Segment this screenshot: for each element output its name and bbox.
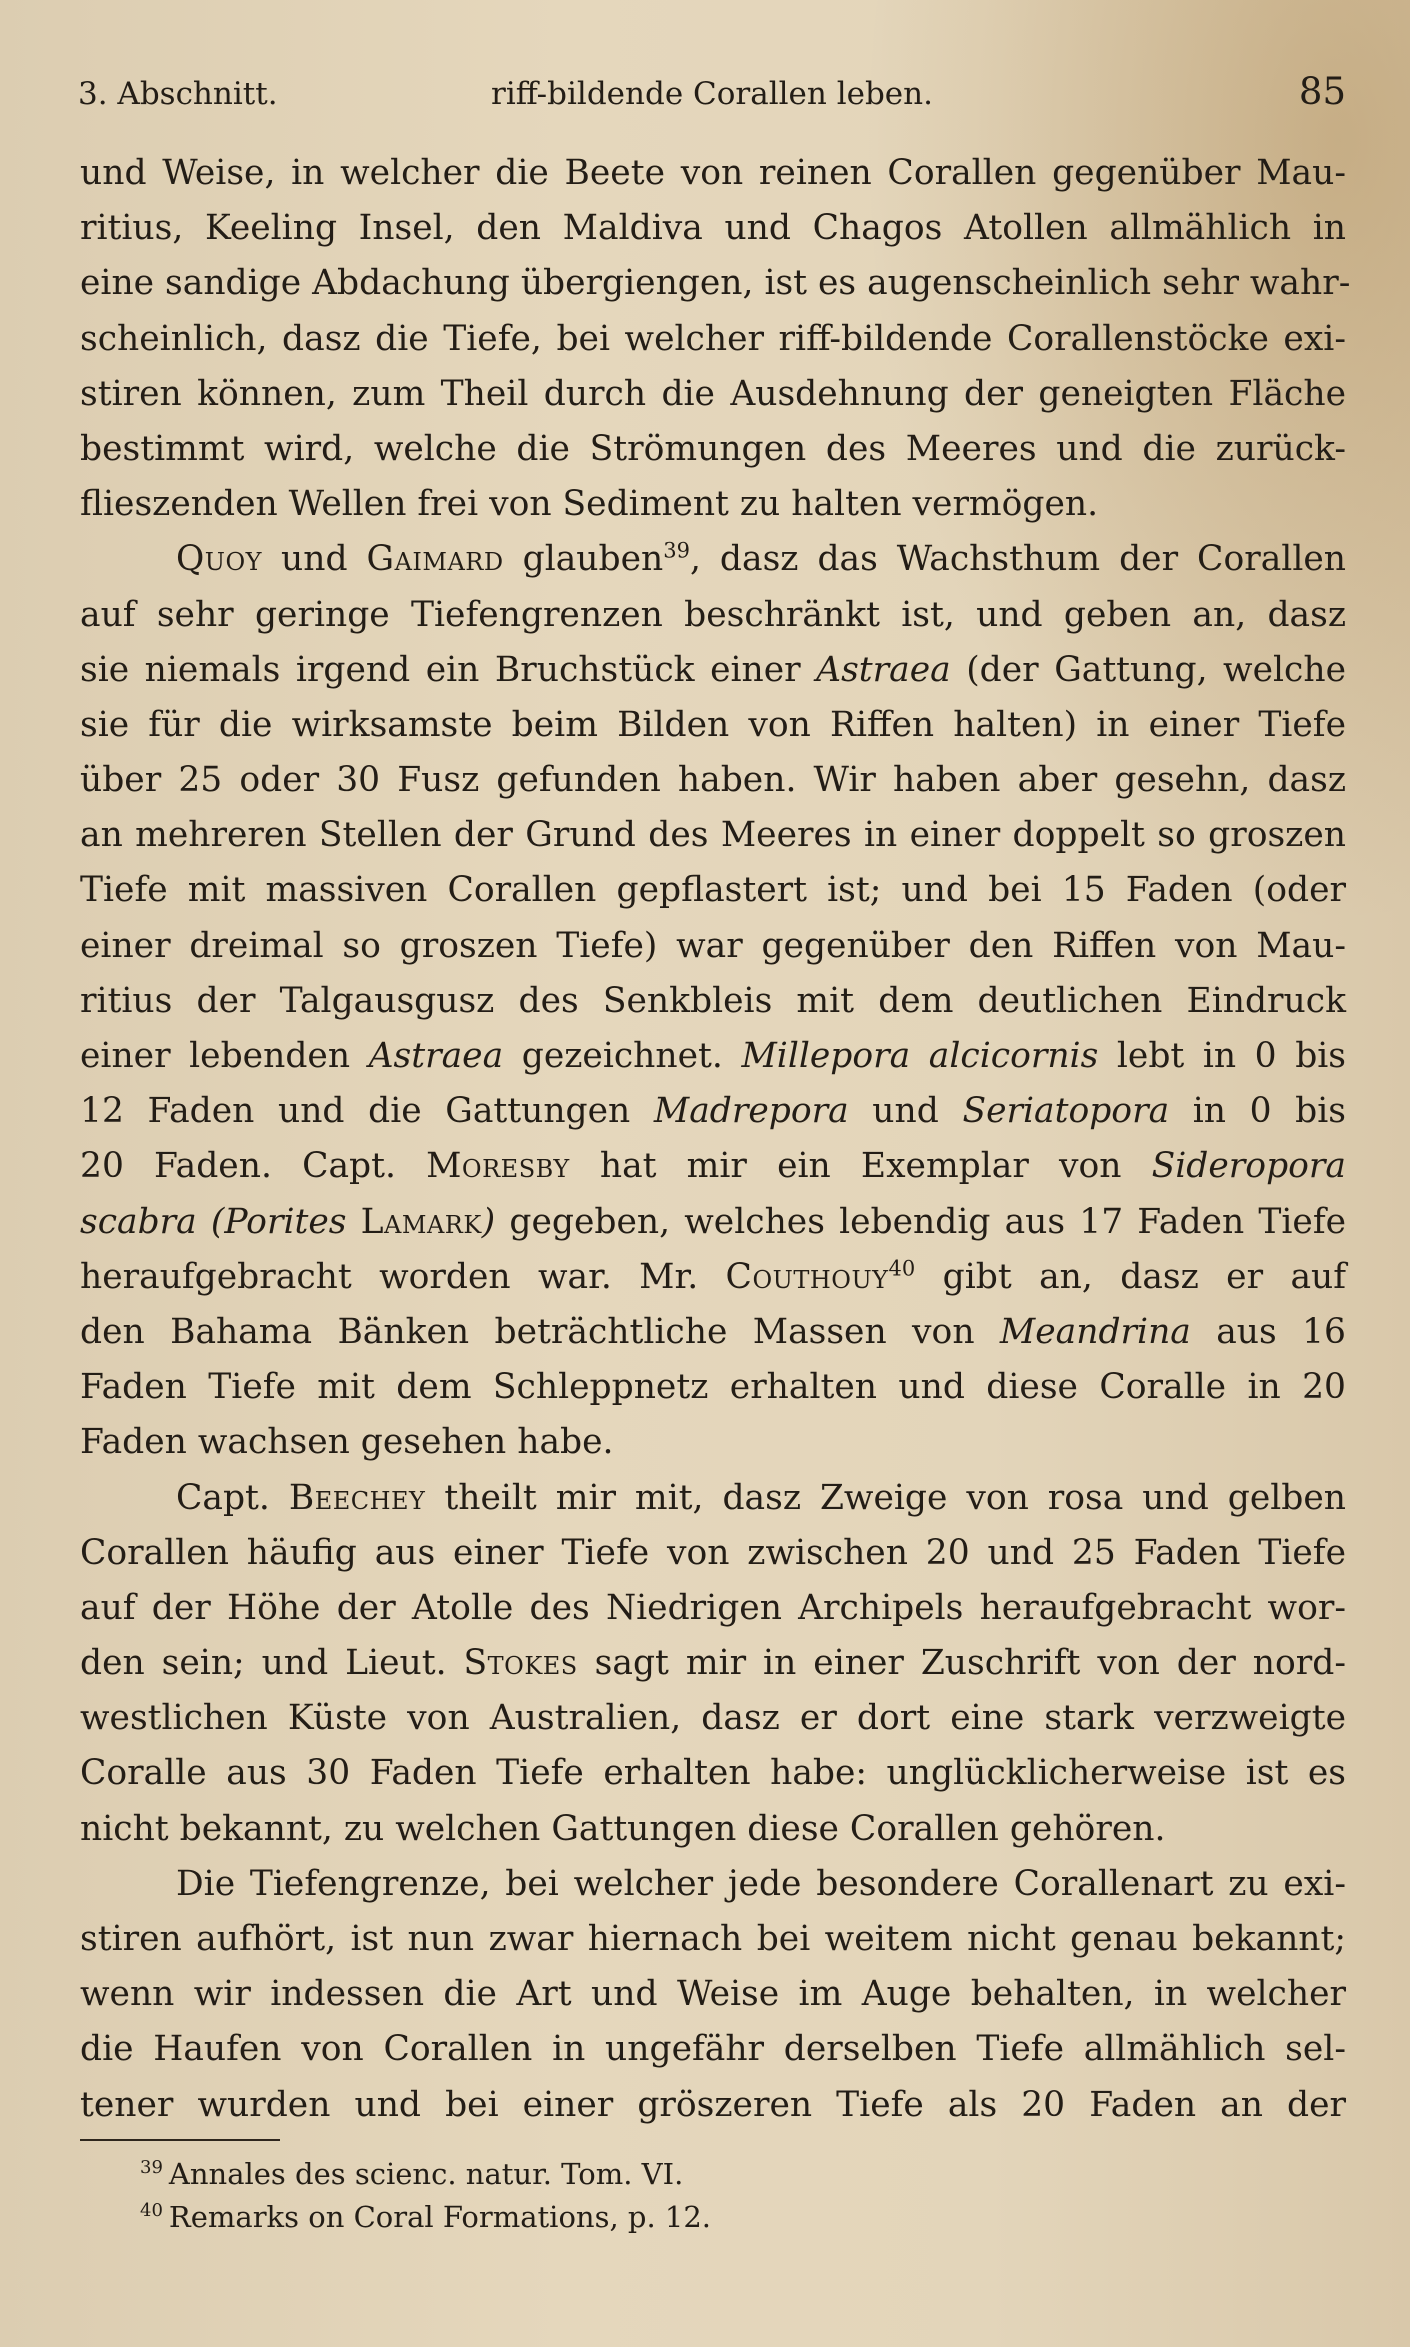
text-segment: Couthouy [725,1256,889,1297]
text-segment: Stokes [463,1643,578,1684]
footnote-39 [140,2153,711,2196]
text-line [80,1471,1346,1526]
text-segment: Seriatopora [962,1091,1170,1132]
footnote-divider [80,2139,280,2141]
text-segment: sie für die wirksamste beim Bilden von Riffen halten) in einer Tiefe [80,704,1346,745]
text-segment: Lamark [360,1201,482,1242]
text-segment: einer dreimal so groszen Tiefe) war gegenüber den Riffen von Mau- [80,925,1346,966]
text-segment: Die Tiefengrenze, bei welcher jede besondere Corallenart zu exi- [176,1863,1346,1904]
text-segment: wenn wir indessen die Art und Weise im Auge behalten, in welcher [80,1974,1346,2015]
text-segment: den sein; und Lieut. [80,1643,464,1684]
text-line [80,1250,1346,1305]
text-segment: Quoy [176,539,263,580]
text-segment: 20 Faden. Capt. [80,1146,427,1187]
text-line [80,1139,1346,1194]
paragraph [80,1471,1346,1857]
text-segment: und [848,1091,963,1132]
text-segment: Gaimard [366,539,504,580]
running-head [78,70,1346,118]
text-line [80,422,1346,477]
footnote-number: 39 [140,2157,163,2179]
text-segment: Capt. [176,1477,289,1518]
text-line [80,1084,1346,1139]
text-segment: Faden wachsen gesehen habe. [80,1422,614,1463]
page-number: 85 [1298,70,1346,113]
text-segment: Astraea [816,649,951,690]
section-label: 3. Abschnitt. [78,76,278,112]
text-line [80,146,1346,201]
text-segment: theilt mir mit, dasz Zweige von rosa und gelben [425,1477,1346,1518]
text-segment: bestimmt wird, welche die Strömungen des Meeres und die zurück- [80,428,1346,469]
text-line [80,1305,1346,1360]
text-line [80,1912,1346,1967]
text-line [80,1526,1346,1581]
text-segment: Moresby [426,1146,570,1187]
text-segment: in 0 bis [1169,1091,1346,1132]
text-segment: ritius, Keeling Insel, den Maldiva und Chagos Atollen allmählich in [80,208,1346,249]
text-line [80,808,1346,863]
text-line [80,1802,1346,1857]
text-segment: über 25 oder 30 Fusz gefunden haben. Wir haben aber gesehn, dasz [80,760,1346,801]
text-segment: gegeben, welches lebendig aus 17 Faden Tiefe [495,1201,1347,1242]
text-segment: stiren können, zum Theil durch die Ausdehnung der geneigten Fläche [80,373,1346,414]
text-line [80,974,1346,1029]
text-segment: glauben [503,539,664,580]
paragraph [80,532,1346,1470]
text-segment: gibt an, dasz er auf [915,1256,1346,1297]
text-line [80,201,1346,256]
footnotes [140,2153,711,2239]
text-line [80,1029,1346,1084]
text-segment: sie niemals irgend ein Bruchstück einer [80,649,817,690]
text-segment: Faden Tiefe mit dem Schleppnetz erhalten und diese Coralle in 20 [80,1367,1346,1408]
footnote-number: 40 [140,2200,163,2222]
footnote-text: Annales des scienc. natur. Tom. VI. [168,2157,684,2191]
text-line [80,2078,1346,2133]
text-segment: und [262,539,367,580]
text-line [80,477,1346,532]
text-line [80,1857,1346,1912]
text-line [80,1415,1346,1470]
footnote-ref: 39 [663,538,690,563]
footnote-40 [140,2196,711,2239]
running-title: riff-bildende Corallen leben. [491,76,933,112]
text-segment: einer lebenden [80,1036,369,1076]
text-segment: auf der Höhe der Atolle des Niedrigen Archipels heraufgebracht wor- [80,1587,1346,1628]
text-segment: an mehreren Stellen der Grund des Meeres in einer doppelt so groszen [80,815,1346,856]
text-segment: , dasz das Wachsthum der Corallen [689,539,1346,580]
text-line [80,1195,1346,1250]
text-segment: heraufgebracht worden war. Mr. [80,1256,726,1297]
paragraph [80,1857,1346,2133]
text-line [80,863,1346,918]
text-segment: Sideropora [1151,1146,1346,1187]
text-line [80,1360,1346,1415]
text-line [80,1967,1346,2022]
text-line [80,312,1346,367]
body-text [80,146,1351,2133]
text-segment: Coralle aus 30 Faden Tiefe erhalten habe: unglücklicherweise ist es [80,1753,1346,1794]
text-line [80,588,1346,643]
text-line [80,753,1346,808]
text-segment: Tiefe mit massiven Corallen gepflastert ist; und bei 15 Faden (oder [80,870,1346,911]
text-line [80,532,1346,587]
text-segment: Astraea [368,1036,504,1076]
text-segment: und Weise, in welcher die Beete von reinen Corallen gegenüber Mau- [80,153,1346,193]
text-line [80,1691,1346,1746]
text-segment: auf sehr geringe Tiefengrenzen beschränkt ist, und geben an, dasz [80,594,1346,635]
text-segment: ritius der Talgausgusz des Senkbleis mit dem deutlichen Eindruck [80,980,1346,1021]
text-segment: eine sandige Abdachung übergiengen, ist es augenscheinlich sehr wahr- [80,263,1351,304]
text-line [80,1746,1346,1801]
text-segment: tener wurden und bei einer gröszeren Tiefe als 20 Faden an der [80,2084,1346,2125]
text-line [80,1581,1346,1636]
text-segment: 12 Faden und die Gattungen [80,1091,654,1132]
text-line [80,2022,1346,2077]
text-segment: flieszenden Wellen frei von Sediment zu halten vermögen. [80,484,1099,525]
footnote-text: Remarks on Coral Formations, p. 12. [168,2200,712,2234]
footnote-ref: 40 [888,1256,916,1281]
text-segment: lebt in 0 bis [1098,1036,1347,1076]
text-line [80,698,1346,753]
text-segment: Meandrina [999,1311,1191,1352]
text-segment: stiren aufhört, ist nun zwar hiernach bei weitem nicht genau bekannt; [80,1919,1346,1959]
text-segment: nicht bekannt, zu welchen Gattungen diese Corallen gehören. [80,1808,1166,1849]
text-segment: Corallen häufig aus einer Tiefe von zwischen 20 und 25 Faden Tiefe [80,1532,1346,1573]
text-segment: (der Gattung, welche [950,649,1346,690]
text-segment: scheinlich, dasz die Tiefe, bei welcher riff-bildende Corallenstöcke exi- [80,318,1346,359]
text-segment: hat mir ein Exemplar von [569,1146,1152,1187]
text-segment: Millepora alcicornis [741,1036,1099,1076]
text-segment: Beechey [288,1477,426,1518]
text-line [80,256,1351,311]
text-line [80,367,1346,422]
text-segment: die Haufen von Corallen in ungefähr derselben Tiefe allmählich sel- [80,2029,1346,2070]
text-segment: westlichen Küste von Australien, dasz er dort eine stark verzweigte [80,1698,1346,1739]
text-line [80,1636,1346,1691]
text-segment: ) [481,1201,496,1242]
text-segment: den Bahama Bänken beträchtliche Massen von [80,1311,1000,1352]
text-segment: aus 16 [1190,1311,1346,1352]
text-line [80,919,1346,974]
text-segment: Madrepora [653,1091,849,1132]
text-segment: scabra (Porites [80,1201,361,1242]
text-segment: gezeichnet. [503,1036,742,1076]
text-line [80,643,1346,698]
paragraph [80,146,1351,532]
text-segment: sagt mir in einer Zuschrift von der nord- [577,1643,1346,1684]
